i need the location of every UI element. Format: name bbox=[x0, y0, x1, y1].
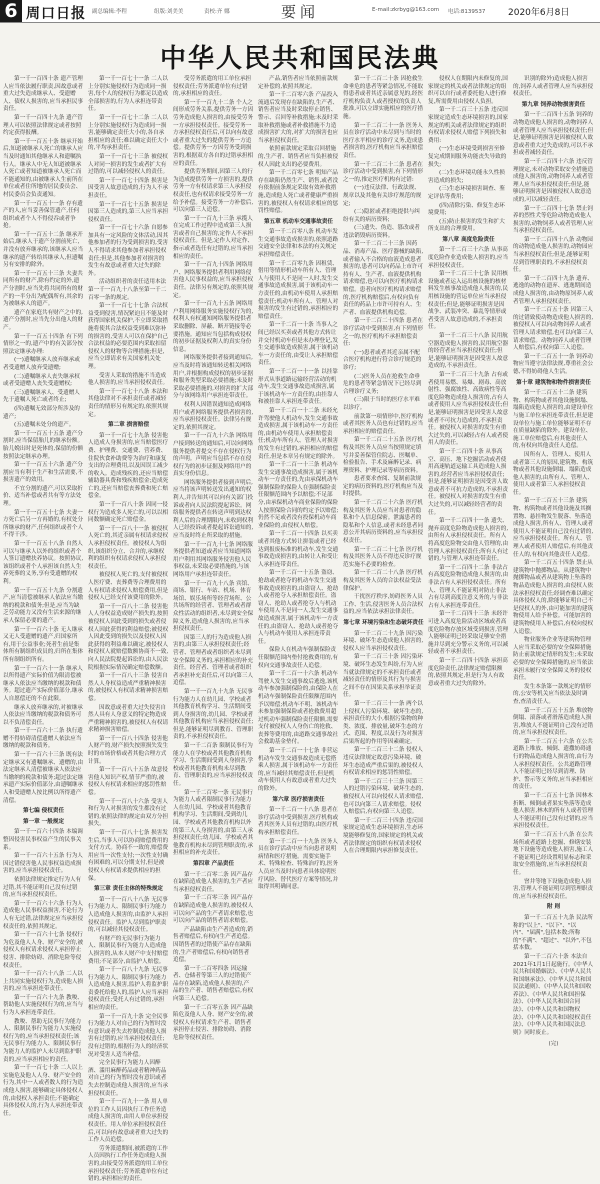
text-column bbox=[88, 76, 169, 1183]
article-paragraph: 第一千二百四十四条 承担高度危险责任,法律规定赔偿限额的,依照其规定,但是行为人有故意或者重大过失的除外。 bbox=[428, 657, 508, 687]
article-paragraph: 第一千一百七十六条 自愿参加具有一定风险的文体活动,因其他参加者的行为受到损害的,受害人不得请求其他参加者承担侵权责任;但是,其他参加者对损害的发生有故意或者重大过失的除外。 bbox=[88, 225, 169, 277]
article-paragraph: 第一千二百二十六条 医疗机构及其医务人员应当对患者的隐私和个人信息保密。泄露患者的隐私和个人信息,或者未经患者同意公开其病历资料的,应当承担侵权责任。 bbox=[343, 500, 424, 545]
article-title: 中华人民共和国民法典 bbox=[159, 44, 440, 74]
article-paragraph: (三)遗嘱继承人、受遗赠人先于遗嘱人死亡或者终止; bbox=[3, 389, 80, 404]
section-title: 要闻 bbox=[280, 3, 319, 21]
article-paragraph: 第一千二百零九条 因租赁、借用等情形机动车所有人、管理人与使用人不是同一人时,发生交通事故造成损害,属于该机动车一方责任的,由机动车使用人承担赔偿责任;机动车所有人、管理人对损害的发生有过错的,承担相应的赔偿责任。 bbox=[258, 260, 339, 320]
article-paragraph: 第一千二百三十九条 占有或者使用易燃、易爆、剧毒、高放射性、强腐蚀性、高致病性等高度危险物造成他人损害的,占有人或者使用人应当承担侵权责任;但是,能够证明损害是因受害人故意或者不可抗力造成的,不承担责任。被侵权人对损害的发生有重大过失的,可以减轻占有人或者使用人的责任。 bbox=[428, 371, 509, 447]
article-paragraph: 受害人采取的措施不当造成他人损害的,应当承担侵权责任。 bbox=[88, 372, 169, 387]
article-paragraph: 第一千一百四十条 遗产管理人应当依法履行职责,因故意或者重大过失造成继承人、受遗赠人、债权人损害的,应当承担民事责任。 bbox=[3, 76, 84, 113]
section-heading: 第四章 产品责任 bbox=[192, 860, 235, 867]
article-paragraph: (四)遗嘱无效部分所涉及的遗产; bbox=[3, 405, 80, 420]
article-paragraph: 保险人在机动车强制保险责任限额范围内垫付抢救费用的,有权向交通事故责任人追偿。 bbox=[258, 647, 339, 669]
article-paragraph: 第一千二百一十六条 机动车驾驶人发生交通事故后逃逸,该机动车参加强制保险的,由保险人在机动车强制保险责任限额范围内予以赔偿;机动车不明、该机动车未参加强制保险或者抢救费用超过机动车强制保险责任限额,需要支付被侵权人人身伤亡的抢救、丧葬等费用的,由道路交通事故社会救助基金垫付。 bbox=[258, 671, 339, 746]
article-paragraph: 第一千二百三十三条 因第三人的过错污染环境、破坏生态的,被侵权人可以向侵权人请求赔偿,也可以向第三人请求赔偿。侵权人赔偿后,有权向第三人追偿。 bbox=[343, 778, 424, 816]
article-paragraph: 侵权人在期限内未修复的,国家规定的机关或者法律规定的组织可以自行或者委托他人进行修复,所需费用由侵权人负担。 bbox=[428, 76, 508, 105]
article-paragraph: 第一千二百四十九条 遗弃、逃逸的动物在遗弃、逃逸期间造成他人损害的,由动物原饲养人或者管理人承担侵权责任。 bbox=[513, 275, 594, 305]
article-paragraph: 第一千一百七十七条 合法权益受到侵害,情况紧迫且不能及时获得国家机关保护,不立即采取措施将使其合法权益受到难以弥补的损害的,受害人可以在保护自己合法权益的必要范围内采取扣留侵权人的财物等合理措施;但是,应当立即请求有关国家机关处理。 bbox=[88, 303, 169, 370]
article-paragraph: 第一千二百零六条 产品投入流通后发现存在缺陷的,生产者、销售者应当及时采取停止销售、警示、召回等补救措施;未及时采取补救措施或者补救措施不力造成损害扩大的,对扩大的损害也应当承担侵权责任。 bbox=[258, 92, 339, 144]
article-paragraph: 第一千二百三十二条 侵权人违反法律规定故意污染环境、破坏生态造成严重后果的,被侵权人有权请求相应的惩罚性赔偿。 bbox=[343, 747, 424, 777]
text-column bbox=[513, 76, 594, 1048]
text-column bbox=[173, 76, 254, 1042]
article-paragraph: 第一千二百二十九条 因污染环境、破坏生态造成他人损害的,侵权人应当承担侵权责任。 bbox=[343, 630, 424, 652]
article-paragraph: 第一千二百五十条 因第三人的过错致使动物造成他人损害的,被侵权人可以向动物饲养人或者管理人请求赔偿,也可以向第三人请求赔偿。动物饲养人或者管理人赔偿后,有权向第三人追偿。 bbox=[513, 307, 594, 352]
article-paragraph: 第一千一百七十条 二人以上实施危及他人人身、财产安全的行为,其中一人或者数人的行为造成他人损害,能够确定具体侵权人的,由侵权人承担责任;不能确定具体侵权人的,行为人承担连带责任。 bbox=[3, 1065, 84, 1117]
article-paragraph: 第一千一百八十三条 侵害自然人人身权益造成严重精神损害的,被侵权人有权请求精神损害赔偿。 bbox=[88, 673, 169, 702]
article-paragraph: 第一千一百五十三条 夫妻共同所有的财产,除有约定的外,遗产分割时,应当先将共同所有的财产的一半分出为配偶所有,其余的为被继承人的遗产。 bbox=[3, 270, 84, 308]
article-paragraph: 第一千二百一十三条 机动车发生交通事故造成损害,属于该机动车一方责任的,先由承保机动车强制保险的保险人在强制保险责任限额范围内予以赔偿;不足部分,由承保机动车商业保险的保险人按照保险合同的约定予以赔偿;仍然不足或者没有投保机动车商业保险的,由侵权人赔偿。 bbox=[258, 462, 339, 529]
article-paragraph: 第一千一百九十五条 网络用户利用网络服务实施侵权行为的,权利人有权通知网络服务提供者采取删除、屏蔽、断开链接等必要措施。通知应当包括构成侵权的初步证据及权利人的真实身份信息。 bbox=[173, 301, 254, 353]
article-paragraph: 第一千二百四十七条 禁止饲养的烈性犬等危险动物造成他人损害的,动物饲养人或者管理人应当承担侵权责任。 bbox=[513, 205, 594, 235]
contact-phone: 电话:8139537 bbox=[448, 9, 486, 15]
article-paragraph: (二)生态环境功能永久性损害造成的损失; bbox=[428, 170, 505, 184]
article-paragraph: 第一千二百三十四条 违反国家规定造成生态环境损害,生态环境能够修复的,国家规定的机关或者法律规定的组织有权请求侵权人在合理期限内承担修复责任。 bbox=[343, 817, 424, 855]
article-paragraph: 第一千二百二十三条 因药品、消毒产品、医疗器械的缺陷,或者输入不合格的血液造成患者损害的,患者可以向药品上市许可持有人、生产者、血液提供机构请求赔偿,也可以向医疗机构请求赔偿。患者向医疗机构请求赔偿的,医疗机构赔偿后,有权向负有责任的药品上市许可持有人、生产者、血液提供机构追偿。 bbox=[343, 241, 424, 316]
article-paragraph: (四)清除污染、修复生态环境费用; bbox=[428, 202, 505, 217]
article-paragraph: 第一千一百七十二条 二人以上分别实施侵权行为造成同一损害,能够确定责任大小的,各自承担相应的责任;难以确定责任大小的,平均承担责任。 bbox=[88, 114, 169, 152]
article-paragraph: (二)医务人员在抢救生命垂危的患者等紧急情况下已经尽到合理诊疗义务; bbox=[343, 373, 422, 395]
article-paragraph: 第一千一百四十九条 遗产管理人可以依照法律规定或者按照约定获得报酬。 bbox=[3, 114, 83, 137]
article-paragraph: 第一千二百一十四条 以买卖或者其他方式转让拼装或者已经达到报废标准的机动车,发生交通事故造成损害的,由转让人和受让人承担连带责任。 bbox=[258, 531, 339, 568]
article-paragraph: (一)患者或者其近亲属不配合医疗机构进行符合诊疗规范的诊疗; bbox=[343, 349, 422, 371]
article-paragraph: 第一千二百四十条 从事高空、高压、地下挖掘活动或者使用高速轨道运输工具造成他人损害的,经营者应当承担侵权责任;但是,能够证明损害是因受害人故意或者不可抗力造成的,不承担责任。被侵权人对损害的发生有重大过失的,可以减轻经营者的责任。 bbox=[428, 448, 509, 516]
article-paragraph: 第一千一百九十六条 网络用户接到转送的通知后,可以向网络服务提供者提交不存在侵权行为的声明。声明应当包括不存在侵权行为的初步证据及网络用户的真实身份信息。 bbox=[173, 433, 254, 478]
article-paragraph: 因第三人的行为造成他人损害的,由第三人承担侵权责任;经营者、管理者或者组织者未尽到安全保障义务的,承担相应的补充责任。经营者、管理者或者组织者承担补充责任后,可以向第三人追偿。 bbox=[173, 634, 254, 687]
section-heading: 第二章 损害赔偿 bbox=[107, 422, 150, 429]
article-paragraph: 第一千二百五十一条 饲养动物应当遵守法律法规,尊重社会公德,不得妨碍他人生活。 bbox=[513, 353, 594, 375]
article-paragraph: (五)遗嘱未处分的遗产。 bbox=[14, 422, 75, 429]
article-paragraph: 第一千二百零四条 因运输者、仓储者等第三人的过错使产品存在缺陷,造成他人损害的,产品的生产者、销售者赔偿后,有权向第三人追偿。 bbox=[173, 965, 254, 1003]
article-paragraph: 第一千二百四十八条 动物园的动物造成他人损害的,动物园应当承担侵权责任;但是,能够证明尽到管理职责的,不承担侵权责任。 bbox=[513, 236, 594, 274]
article-paragraph: 第一千二百三十条 因污染环境、破坏生态发生纠纷,行为人应当就法律规定的不承担责任或者减轻责任的情形及其行为与损害之间不存在因果关系承担举证责任。 bbox=[343, 654, 424, 699]
article-paragraph: (五)防止损害的发生和扩大所支出的合理费用。 bbox=[428, 218, 505, 233]
article-paragraph: 第一千一百五十六条 遗产分割应当有利于生产和生活需要,不损害遗产的效用。 bbox=[3, 462, 84, 484]
article-paragraph: 劳务派遣期间,被派遣的工作人员因执行工作任务造成他人损害的,由接受劳务派遣的用工单位承担侵权责任;劳务派遣单位有过错的,承担相应的责任。 bbox=[88, 1145, 169, 1183]
article-paragraph: 第一千一百七十九条 侵害他人造成人身损害的,应当赔偿医疗费、护理费、交通费、营养费、住院伙食补助费等为治疗和康复支出的合理费用,以及因误工减少的收入。造成残疾的,还应当赔偿辅助器具费和残疾赔偿金;造成死亡的,还应当赔偿丧葬费和死亡赔偿金。 bbox=[88, 432, 169, 500]
article-paragraph: 第一千二百一十五条 盗窃、抢劫或者抢夺的机动车发生交通事故造成损害的,由盗窃人、抢劫人或者抢夺人承担赔偿责任。盗窃人、抢劫人或者抢夺人与机动车使用人不是同一人,发生交通事故造成损害,属于该机动车一方责任的,由盗窃人、抢劫人或者抢夺人与机动车使用人承担连带责任。 bbox=[258, 570, 339, 645]
article-paragraph: 网络服务提供者接到声明后,应当将该声明转送发出通知的权利人,并告知其可以向有关部门投诉或者向人民法院提起诉讼。网络服务提供者在转送声明到达权利人后的合理期限内,未收到权利人已经投诉或者提起诉讼通知的,应当及时终止所采取的措施。 bbox=[173, 479, 254, 540]
article-paragraph: 继承人放弃继承的,对被继承人依法应当缴纳的税款和债务可以不负清偿责任。 bbox=[3, 704, 83, 726]
article-paragraph: 第一千一百六十二条 执行遗赠不得妨碍清偿遗赠人依法应当缴纳的税款和债务。 bbox=[3, 728, 83, 750]
article-paragraph: 第一千一百六十七条 侵权行为危及他人人身、财产安全的,被侵权人有权请求侵权人承担停止侵害、排除妨碍、消除危险等侵权责任。 bbox=[3, 932, 84, 969]
article-paragraph: 第一千二百二十二条 患者在诊疗活动中受到损害,有下列情形之一的,推定医疗机构有过错: bbox=[343, 161, 424, 183]
article-paragraph: 因所有人、管理人、使用人或者第三人的原因,建筑物、构筑物或者其他设施倒塌、塌陷造成他人损害的,由所有人、管理人、使用人或者第三人承担侵权责任。 bbox=[513, 451, 594, 496]
article-paragraph: 完全民事行为能力人因醉酒、滥用麻醉药品或者精神药品对自己的行为暂时没有意识或者失去控制造成他人损害的,应当承担侵权责任。 bbox=[88, 1060, 169, 1097]
article-body bbox=[3, 76, 597, 1183]
article-paragraph: 第一千二百五十二条 建筑物、构筑物或者其他设施倒塌、塌陷造成他人损害的,由建设单位与施工单位承担连带责任,但是建设单位与施工单位能够证明不存在质量缺陷的除外。建设单位、施工单位赔偿后,有其他责任人的,有权向其他责任人追偿。 bbox=[513, 390, 594, 450]
article-paragraph: 第一千二百条 限制民事行为能力人在学校或者其他教育机构学习、生活期间受到人身损害,学校或者其他教育机构未尽到教育、管理职责的,应当承担侵权责任。 bbox=[173, 743, 254, 788]
article-paragraph: 产品,销售者应当依照前款规定补偿的,依照其规定。 bbox=[258, 76, 338, 90]
article-paragraph: 第一千一百九十二条 个人之间形成劳务关系,提供劳务一方因劳务造成他人损害的,由接受劳务一方承担侵权责任。接受劳务一方承担侵权责任后,可以向有故意或者重大过失的提供劳务一方追偿。提供劳务一方因劳务受到损害的,根据双方各自的过错承担相应的责任。 bbox=[173, 99, 254, 167]
article-paragraph: 第一千一百八十一条 被侵权人死亡的,其近亲属有权请求侵权人承担侵权责任。被侵权人为组织,该组织分立、合并的,承继权利的组织有权请求侵权人承担侵权责任。 bbox=[88, 525, 169, 570]
article-paragraph: 第一千二百四十三条 未经许可进入高度危险活动区域或者高度危险物存放区域受到损害,管理人能够证明已经采取足够安全措施并尽到充分警示义务的,可以减轻或者不承担责任。 bbox=[428, 611, 509, 656]
article-paragraph: 第一千二百一十二条 未经允许驾驶他人机动车,发生交通事故造成损害,属于该机动车一方责任的,由机动车使用人承担赔偿责任;机动车所有人、管理人对损害的发生有过错的,承担相应的赔偿责任,但是本章另有规定的除外。 bbox=[258, 407, 339, 460]
article-paragraph: 第一千一百九十九条 无民事行为能力人在幼儿园、学校或者其他教育机构学习、生活期间受到人身损害的,幼儿园、学校或者其他教育机构应当承担侵权责任;但是,能够证明尽到教育、管理职责的,不承担侵权责任。 bbox=[173, 688, 254, 741]
article-paragraph: 第一千一百六十四条 本编调整因侵害民事权益产生的民事关系。 bbox=[3, 829, 83, 851]
section-heading: 第七编 侵权责任 bbox=[22, 808, 65, 815]
section-heading: 第八章 高度危险责任 bbox=[442, 236, 495, 243]
staff-credit: 责校:齐 娜 bbox=[204, 9, 230, 15]
article-paragraph: 第一千一百九十三条 承揽人在完成工作过程中造成第三人损害或者自己损害的,定作人不承担侵权责任。但是,定作人对定作、指示或者选任有过错的,应当承担相应的责任。 bbox=[173, 215, 254, 260]
article-paragraph: 第一千一百五十二条 继承开始后,继承人于遗产分割前死亡,并没有放弃继承的,该继承人应当继承的遗产转给其继承人,但遗嘱另有安排的除外。 bbox=[3, 231, 84, 269]
article-paragraph: 权利人因错误通知造成网络用户或者网络服务提供者损害的,应当承担侵权责任。法律另有规定的,依照其规定。 bbox=[173, 401, 254, 431]
article-paragraph: 第一千二百一十一条 以挂靠形式从事道路运输经营活动的机动车,发生交通事故造成损害,属于该机动车一方责任的,由挂靠人和被挂靠人承担连带责任。 bbox=[258, 368, 339, 406]
article-paragraph: 第一千一百六十一条 继承人以所得遗产实际价值为限清偿被继承人依法应当缴纳的税款和债务。超过遗产实际价值部分,继承人自愿偿还的不在此限。 bbox=[3, 665, 84, 702]
article-paragraph: 第一千二百零一条 无民事行为能力人或者限制民事行为能力人在幼儿园、学校或者其他教育机构学习、生活期间,受到幼儿园、学校或者其他教育机构以外的第三人人身损害的,由第三人承担侵权责任;幼儿园、学校或者其他教育机构未尽到管理职责的,承担相应的补充责任。 bbox=[173, 789, 254, 857]
article-paragraph: 干扰医疗秩序,妨碍医务人员工作、生活,侵害医务人员合法权益的,应当依法承担法律责任。 bbox=[343, 594, 424, 616]
article-paragraph: 第一千二百五十八条 在公共场所或者道路上挖掘、修缮安装地下设施等造成他人损害,施工人不能证明已经设置明显标志和采取安全措施的,应当承担侵权责任。 bbox=[513, 832, 594, 876]
article-paragraph: 患者要求查阅、复制前款规定的病历资料的,医疗机构应当及时提供。 bbox=[343, 476, 424, 498]
article-paragraph: 受劳务派遣的用工单位承担侵权责任;劳务派遣单位有过错的,承担相应的责任。 bbox=[173, 76, 252, 98]
article-paragraph: 第一千一百六十六条 行为人造成他人民事权益损害,不论行为人有无过错,法律规定应当承担侵权责任的,依照其规定。 bbox=[3, 900, 84, 930]
article-paragraph: 第一千一百六十八条 二人以上共同实施侵权行为,造成他人损害的,应当承担连带责任。 bbox=[3, 971, 84, 993]
article-paragraph: 产品缺陷由生产者造成的,销售者赔偿后,有权向生产者追偿。因销售者的过错使产品存在缺陷的,生产者赔偿后,有权向销售者追偿。 bbox=[173, 926, 254, 964]
article-paragraph: (二)隐匿或者拒绝提供与纠纷有关的病历资料; bbox=[343, 209, 420, 223]
section-heading: 第一章 一般规定 bbox=[22, 818, 65, 825]
article-paragraph: 第一千一百六十三条 既有法定继承又有遗嘱继承、遗赠的,由法定继承人清偿被继承人依法应当缴纳的税款和债务;超过法定继承遗产实际价值部分,由遗嘱继承人和受遗赠人按比例以所得遗产清偿。 bbox=[3, 752, 84, 804]
header-rule bbox=[0, 22, 600, 23]
staff-credit: 副总编辑:李程 bbox=[92, 9, 127, 15]
article-paragraph: 第一千二百三十五条 违反国家规定造成生态环境损害的,国家规定的机关或者法律规定的组织有权请求侵权人赔偿下列损失和费用: bbox=[428, 107, 509, 144]
article-paragraph: 第一千二百二十五条 医疗机构及其医务人员应当按照规定填写并妥善保管住院志、医嘱单、检验报告、手术及麻醉记录、病理资料、护理记录等病历资料。 bbox=[343, 437, 423, 474]
article-paragraph: (三)遗失、伪造、篡改或者违法销毁病历资料。 bbox=[343, 225, 420, 239]
article-paragraph: 第一千二百二十四条 患者在诊疗活动中受到损害,有下列情形之一的,医疗机构不承担赔偿责任: bbox=[343, 318, 424, 348]
article-paragraph: 第一千二百二十七条 医疗机构及其医务人员不得违反诊疗规范实施不必要的检查。 bbox=[343, 546, 423, 568]
article-paragraph: 因故意或者重大过失侵害自然人具有人身意义的特定物造成严重精神损害的,被侵权人有权请求精神损害赔偿。 bbox=[88, 704, 169, 734]
article-paragraph: 第一千一百八十六条 受害人和行为人对损害的发生都没有过错的,依照法律的规定由双方分担损失。 bbox=[88, 798, 169, 828]
page-number: 6 bbox=[0, 0, 22, 22]
text-column bbox=[428, 76, 509, 844]
article-paragraph: 第一千二百零七条 明知产品存在缺陷仍然生产、销售,或者没有依据前条规定采取有效补救措施,造成他人死亡或者健康严重损害的,被侵权人有权请求相应的惩罚性赔偿。 bbox=[258, 170, 339, 215]
article-paragraph: 第一千二百三十七条 民用核设施或者运入运出核设施的核材料发生核事故造成他人损害的,民用核设施的营运单位应当承担侵权责任;但是,能够证明损害是因战争、武装冲突、暴乱等情形或者受害人故意造成的,不承担责任。 bbox=[428, 271, 509, 331]
article-paragraph: 第一千一百六十九条 教唆、帮助他人实施侵权行为的,应当与行为人承担连带责任。 bbox=[3, 994, 84, 1017]
article-paragraph: 第一千二百一十条 当事人之间已经以买卖或者其他方式转让并交付机动车但是未办理登记,发生交通事故造成损害,属于该机动车一方责任的,由受让人承担赔偿责任。 bbox=[258, 322, 339, 367]
article-paragraph: 第一千一百五十八条 自然人可以与继承人以外的组织或者个人签订遗赠扶养协议。按照协议,该组织或者个人承担该自然人生养死葬的义务,享有受遗赠的权利。 bbox=[3, 541, 84, 585]
text-column bbox=[3, 76, 84, 1117]
masthead bbox=[0, 0, 600, 22]
issue-date: 2020年6月8日 bbox=[508, 8, 570, 18]
article-paragraph: 第一千一百八十八条 无民事行为能力人、限制民事行为能力人造成他人损害的,由监护人承担侵权责任。监护人尽到监护职责的,可以减轻其侵权责任。 bbox=[88, 896, 169, 934]
article-paragraph: 提供劳务期间,因第三人的行为造成提供劳务一方损害的,提供劳务一方有权请求第三人承担侵权责任,也有权请求接受劳务一方给予补偿。接受劳务一方补偿后,可以向第三人追偿。 bbox=[173, 169, 254, 214]
text-column bbox=[343, 76, 424, 855]
article-paragraph: 第一千二百四十五条 饲养的动物造成他人损害的,动物饲养人或者管理人应当承担侵权责任;但是,能够证明损害是因被侵权人故意或者重大过失造成的,可以不承担或者减轻责任。 bbox=[513, 112, 594, 157]
article-paragraph: 第一千一百七十三条 被侵权人对同一损害的发生或者扩大有过错的,可以减轻侵权人的责任。 bbox=[88, 153, 169, 176]
article-paragraph: 第一千二百五十三条 建筑物、构筑物或者其他设施及其搁置物、悬挂物发生脱落、坠落造成他人损害,所有人、管理人或者使用人不能证明自己没有过错的,应当承担侵权责任。所有人、管理人或者使用人赔偿后,有其他责任人的,有权向其他责任人追偿。 bbox=[513, 498, 594, 558]
article-paragraph: 第一千二百四十一条 遗失、抛弃高度危险物造成他人损害的,由所有人承担侵权责任。所有人将高度危险物交由他人管理的,由管理人承担侵权责任;所有人有过错的,与管理人承担连带责任。 bbox=[428, 518, 509, 563]
section-heading: 第六章 医疗损害责任 bbox=[272, 796, 325, 803]
article-paragraph: 第一千二百二十条 因抢救生命垂危的患者等紧急情况,不能取得患者或者其近亲属意见的,经医疗机构负责人或者授权的负责人批准,可以立即实施相应的医疗措施。 bbox=[343, 76, 424, 120]
article-paragraph: 第一千一百七十五条 损害是因第三人造成的,第三人应当承担侵权责任。 bbox=[88, 201, 169, 223]
article-paragraph: 被侵权人死亡的,支付被侵权人医疗费、丧葬费等合理费用的人有权请求侵权人赔偿费用,但是侵权人已经支付该费用的除外。 bbox=[88, 572, 169, 602]
section-heading: 第五章 机动车交通事故责任 bbox=[263, 218, 334, 225]
article-paragraph: 第一千二百二十八条 医疗机构及其医务人员的合法权益受法律保护。 bbox=[343, 570, 423, 592]
article-paragraph: 依照法律规定推定行为人有过错,其不能证明自己没有过错的,应当承担侵权责任。 bbox=[3, 876, 82, 899]
article-paragraph: 第一千一百八十四条 侵害他人财产的,财产损失按照损失发生时的市场价格或者其他合理方式计算。 bbox=[88, 735, 169, 765]
article-paragraph: 第一千二百三十一条 两个以上侵权人污染环境、破坏生态的,承担责任的大小,根据污染物的种类、浓度、排放量,破坏生态的方式、范围、程度,以及行为对损害后果所起的作用等因素确定。 bbox=[343, 700, 424, 745]
article-paragraph: (二)遗嘱继承人丧失继承权或者受遗赠人丧失受遗赠权; bbox=[3, 373, 80, 388]
article-paragraph: 第一千一百五十一条 存有遗产的人,应当妥善保管遗产,任何组织或者个人不得侵吞或者争抢。 bbox=[3, 200, 83, 230]
section-heading: 第十章 建筑物和物件损害责任 bbox=[516, 379, 591, 386]
text-column bbox=[258, 76, 339, 891]
article-paragraph: 第一千二百三十六条 从事高度危险作业造成他人损害的,应当承担侵权责任。 bbox=[428, 247, 509, 269]
article-paragraph: 窨井等地下设施造成他人损害,管理人不能证明尽到管理职责的,应当承担侵权责任。 bbox=[513, 878, 594, 900]
article-paragraph: (一)遗嘱继承人放弃继承或者受遗赠人放弃受遗赠; bbox=[3, 357, 80, 371]
article-paragraph: 第一千一百五十九条 分割遗产,应当清偿被继承人依法应当缴纳的税款和债务;但是,应当为缺乏劳动能力又没有生活来源的继承人保留必要的遗产。 bbox=[3, 587, 84, 624]
contact-email: E-mail:zkrbyg@163.com bbox=[372, 7, 440, 13]
article-paragraph: 第一千二百四十六条 违反管理规定,未对动物采取安全措施造成他人损害的,动物饲养人或者管理人应当承担侵权责任;但是,能够证明损害是因被侵权人故意造成的,可以减轻责任。 bbox=[513, 158, 594, 203]
article-paragraph: 发生本条第一款规定的情形的,公安等机关应当依法及时调查,查清责任人。 bbox=[513, 683, 592, 705]
article-paragraph: 第一千一百七十一条 二人以上分别实施侵权行为造成同一损害,每个人的侵权行为都足以造成全部损害的,行为人承担连带责任。 bbox=[88, 76, 169, 113]
article-paragraph: 第一千二百零三条 因产品存在缺陷造成他人损害的,被侵权人可以向产品的生产者请求赔偿,也可以向产品的销售者请求赔偿。 bbox=[173, 895, 254, 925]
article-paragraph: 活动组织者的责任适用本法第一千一百九十八条至第一千二百零一条的规定。 bbox=[88, 279, 167, 301]
article-paragraph: (三)限于当时的医疗水平难以诊疗。 bbox=[343, 397, 420, 411]
article-paragraph: 第一千二百五十六条 在公共道路上堆放、倾倒、遗撒妨碍通行的物品造成他人损害的,由行为人承担侵权责任。公共道路管理人不能证明已经尽到清理、防护、警示等义务的,应当承担相应的责任。 bbox=[513, 738, 594, 791]
article-paragraph: 不宜分割的遗产,可以采取折价、适当补偿或者共有等方法处理。 bbox=[3, 485, 83, 508]
article-paragraph: 第一千一百九十四条 网络用户、网络服务提供者利用网络侵害他人民事权益的,应当承担侵权责任。法律另有规定的,依照其规定。 bbox=[173, 262, 254, 299]
article-paragraph: 第一千二百一十七条 非营运机动车发生交通事故造成无偿搭乘人损害,属于该机动车一方责任的,应当减轻其赔偿责任,但是机动车使用人有故意或者重大过失的除外。 bbox=[258, 748, 339, 793]
article-paragraph: 第一千一百七十四条 损害是因受害人故意造成的,行为人不承担责任。 bbox=[88, 177, 169, 199]
article-paragraph: 第一千一百八十条 因同一侵权行为造成多人死亡的,可以以相同数额确定死亡赔偿金。 bbox=[88, 502, 169, 524]
article-paragraph: 第一千一百九十一条 用人单位的工作人员因执行工作任务造成他人损害的,由用人单位承担侵权责任。用人单位承担侵权责任后,可以向有故意或者重大过失的工作人员追偿。 bbox=[88, 1099, 169, 1144]
article-paragraph: 第一千一百九十条 完全民事行为能力人对自己的行为暂时没有意识或者失去控制造成他人损害有过错的,应当承担侵权责任;没有过错的,根据行为人的经济状况对受害人适当补偿。 bbox=[88, 1013, 169, 1058]
section-heading: 第九章 饲养动物损害责任 bbox=[521, 101, 586, 108]
article-paragraph: 第一千一百八十九条 无民事行为能力人、限制民事行为能力人造成他人损害,监护人将监护职责委托给他人的,监护人应当承担侵权责任;受托人有过错的,承担相应的责任。 bbox=[88, 967, 169, 1012]
article-paragraph: 第一千二百四十二条 非法占有高度危险物造成他人损害的,由非法占有人承担侵权责任。所有人、管理人不能证明对防止非法占有尽到高度注意义务的,与非法占有人承担连带责任。 bbox=[428, 564, 509, 609]
article-paragraph: 第一千一百七十八条 本法和其他法律对不承担责任或者减轻责任的情形另有规定的,依照其规定。 bbox=[88, 388, 169, 418]
article-paragraph: 第一千二百五十四条 禁止从建筑物中抛掷物品。从建筑物中抛掷物品或者从建筑物上坠落的物品造成他人损害的,由侵权人依法承担侵权责任;经调查难以确定具体侵权人的,除能够证明自己不是侵权人的外,由可能加害的建筑物使用人给予补偿。可能加害的建筑物使用人补偿后,有权向侵权人追偿。 bbox=[513, 560, 594, 635]
article-paragraph: 第一千二百零二条 因产品存在缺陷造成他人损害的,生产者应当承担侵权责任。 bbox=[173, 871, 254, 893]
article-paragraph: 第一千一百五十条 继承开始后,知道被继承人死亡的继承人应当及时通知其他继承人和遗嘱执行人。继承人中无人知道被继承人死亡或者知道被继承人死亡而不能通知的,由被继承人生前所在单位或者住所地的居民委员会、村民委员会负责通知。 bbox=[3, 138, 84, 198]
article-paragraph: 前款第一项情形中,医疗机构或者其医务人员也有过错的,应当承担相应的赔偿责任。 bbox=[343, 413, 424, 435]
article-paragraph: 第一千二百五十九条 民法所称的"以上"、"以下"、"以内"、"届满",包括本数;所称的"不满"、"超过"、"以外",不包括本数。 bbox=[513, 914, 593, 952]
article-paragraph: (一)生态环境受到损害至修复完成期间服务功能丧失导致的损失; bbox=[428, 146, 507, 168]
article-paragraph: 第一千一百六十五条 行为人因过错侵害他人民事权益造成损害的,应当承担侵权责任。 bbox=[3, 853, 83, 875]
article-paragraph: 第一千二百一十九条 医务人员在诊疗活动中应当向患者说明病情和医疗措施。需要实施手术、特殊检查、特殊治疗的,医务人员应当及时向患者具体说明医疗风险、替代医疗方案等情况,并取得其明确同意。 bbox=[258, 838, 339, 891]
article-paragraph: 遗产在家庭共有财产之中的,遗产分割时,应当先分出他人的财产。 bbox=[3, 309, 84, 331]
article-paragraph: 第一千二百零八条 机动车发生交通事故造成损害的,依照道路交通安全法律和本法的有关规定承担赔偿责任。 bbox=[258, 229, 339, 259]
article-paragraph: 第一千二百六十条 本法自2021年1月1日起施行。《中华人民共和国婚姻法》、《中华人民共和国继承法》、《中华人民共和国民法通则》、《中华人民共和国收养法》、《中华人民共和国担保法》、《中华人民共和国合同法》、《中华人民共和国物权法》、《中华人民共和国侵权责任法》、《中华人民共和国民法总则》同时废止。 bbox=[513, 953, 594, 1036]
article-paragraph: 识别的除外)造成他人损害的,饲养人或者管理人应当承担侵权责任。 bbox=[513, 76, 594, 98]
article-paragraph: 第一千二百零五条 因产品缺陷危及他人人身、财产安全的,被侵权人有权请求生产者、销售者承担停止侵害、排除妨碍、消除危险等侵权责任。 bbox=[173, 1004, 254, 1042]
article-paragraph: 第一千二百二十一条 医务人员在诊疗活动中未尽到与当时的医疗水平相应的诊疗义务,造成患者损害的,医疗机构应当承担赔偿责任。 bbox=[343, 122, 424, 159]
article-paragraph: 第一千一百六十条 无人继承又无人受遗赠的遗产,归国家所有,用于公益事业;死者生前是集体所有制组织成员的,归所在集体所有制组织所有。 bbox=[3, 626, 84, 663]
article-paragraph: (三)生态环境损害调查、鉴定评估等费用; bbox=[428, 186, 505, 200]
article-paragraph: 物业服务企业等建筑物管理人应当采取必要的安全保障措施防止前款规定情形的发生;未采取必要的安全保障措施的,应当依法承担未履行安全保障义务的侵权责任。 bbox=[513, 637, 594, 682]
section-heading: 第七章 环境污染和生态破坏责任 bbox=[343, 619, 424, 626]
article-paragraph: 第一千二百五十五条 堆放物倒塌、滚落或者滑落造成他人损害,堆放人不能证明自己没有过错的,应当承担侵权责任。 bbox=[513, 707, 594, 737]
article-paragraph: 第一千一百五十七条 夫妻一方死亡后另一方再婚的,有权处分所继承的财产,任何组织或者个人不得干涉。 bbox=[3, 509, 84, 539]
article-paragraph: 第一千一百九十七条 网络服务提供者知道或者应当知道网络用户利用其网络服务侵害他人民事权益,未采取必要措施的,与该网络用户承担连带责任。 bbox=[173, 541, 253, 578]
article-paragraph: 第一千一百九十八条 宾馆、商场、银行、车站、机场、体育场馆、娱乐场所等经营场所、公共场所的经营者、管理者或者群众性活动的组织者,未尽到安全保障义务,造成他人损害的,应当承担侵权责任。 bbox=[173, 580, 254, 633]
article-paragraph: 有财产的无民事行为能力人、限制民事行为能力人造成他人损害的,从本人财产中支付赔偿费用;不足部分,由监护人赔偿。 bbox=[88, 935, 169, 965]
article-paragraph: 第一千二百一十八条 患者在诊疗活动中受到损害,医疗机构或者其医务人员有过错的,由医疗机构承担赔偿责任。 bbox=[258, 807, 339, 836]
article-paragraph: 第一千一百八十七条 损害发生后,当事人可以协商赔偿费用的支付方式。协商不一致的,赔偿费用应当一次性支付;一次性支付确有困难的,可以分期支付,但是被侵权人有权请求提供相应的担保。 bbox=[88, 830, 169, 882]
article-paragraph: (一)违反法律、行政法规、规章以及其他有关诊疗规范的规定; bbox=[343, 185, 422, 207]
article-end-mark: (完) bbox=[548, 1041, 559, 1048]
article-paragraph: 网络服务提供者接到通知后,应当及时将该通知转送相关网络用户,并根据构成侵权的初步证据和服务类型采取必要措施;未及时采取必要措施的,对损害的扩大部分与该网络用户承担连带责任。 bbox=[173, 355, 254, 400]
article-paragraph: 依照前款规定采取召回措施的,生产者、销售者应当负担被侵权人因此支出的必要费用。 bbox=[258, 146, 339, 168]
article-paragraph: 教唆、帮助无民事行为能力人、限制民事行为能力人实施侵权行为的,应当承担侵权责任;该无民事行为能力人、限制民事行为能力人的监护人未尽到监护职责的,应当承担相应的责任。 bbox=[3, 1018, 82, 1063]
article-paragraph: 第一千一百五十五条 遗产分割时,应当保留胎儿的继承份额。胎儿娩出时是死体的,保留的份额按照法定继承办理。 bbox=[3, 430, 84, 460]
section-heading: 附 则 bbox=[546, 904, 561, 911]
article-paragraph: 第一千一百八十二条 侵害他人人身权益造成财产损失的,按照被侵权人因此受到的损失或者侵权人因此获得的利益赔偿;被侵权人因此受到的损失以及侵权人因此获得的利益难以确定,被侵权人和侵权人就赔偿数额协商不一致,向人民法院提起诉讼的,由人民法院根据实际情况确定赔偿数额。 bbox=[88, 603, 169, 671]
section-heading: 第三章 责任主体的特殊规定 bbox=[93, 886, 164, 893]
article-paragraph: 第一千二百三十八条 民用航空器造成他人损害的,民用航空器的经营者应当承担侵权责任;但是,能够证明损害是因受害人故意造成的,不承担责任。 bbox=[428, 333, 509, 370]
article-paragraph: 第一千一百五十四条 有下列情形之一的,遗产中的有关部分按照法定继承办理: bbox=[3, 333, 84, 355]
newspaper-name: 周口日报 bbox=[26, 6, 86, 22]
staff-credit: 组版:刘美美 bbox=[154, 9, 184, 15]
article-paragraph: 第一千一百八十五条 故意侵害他人知识产权,情节严重的,被侵权人有权请求相应的惩罚性赔偿。 bbox=[88, 767, 168, 797]
article-paragraph: 第一千二百五十七条 因林木折断、倾倒或者果实坠落等造成他人损害,林木的所有人或者管理人不能证明自己没有过错的,应当承担侵权责任。 bbox=[513, 793, 594, 830]
